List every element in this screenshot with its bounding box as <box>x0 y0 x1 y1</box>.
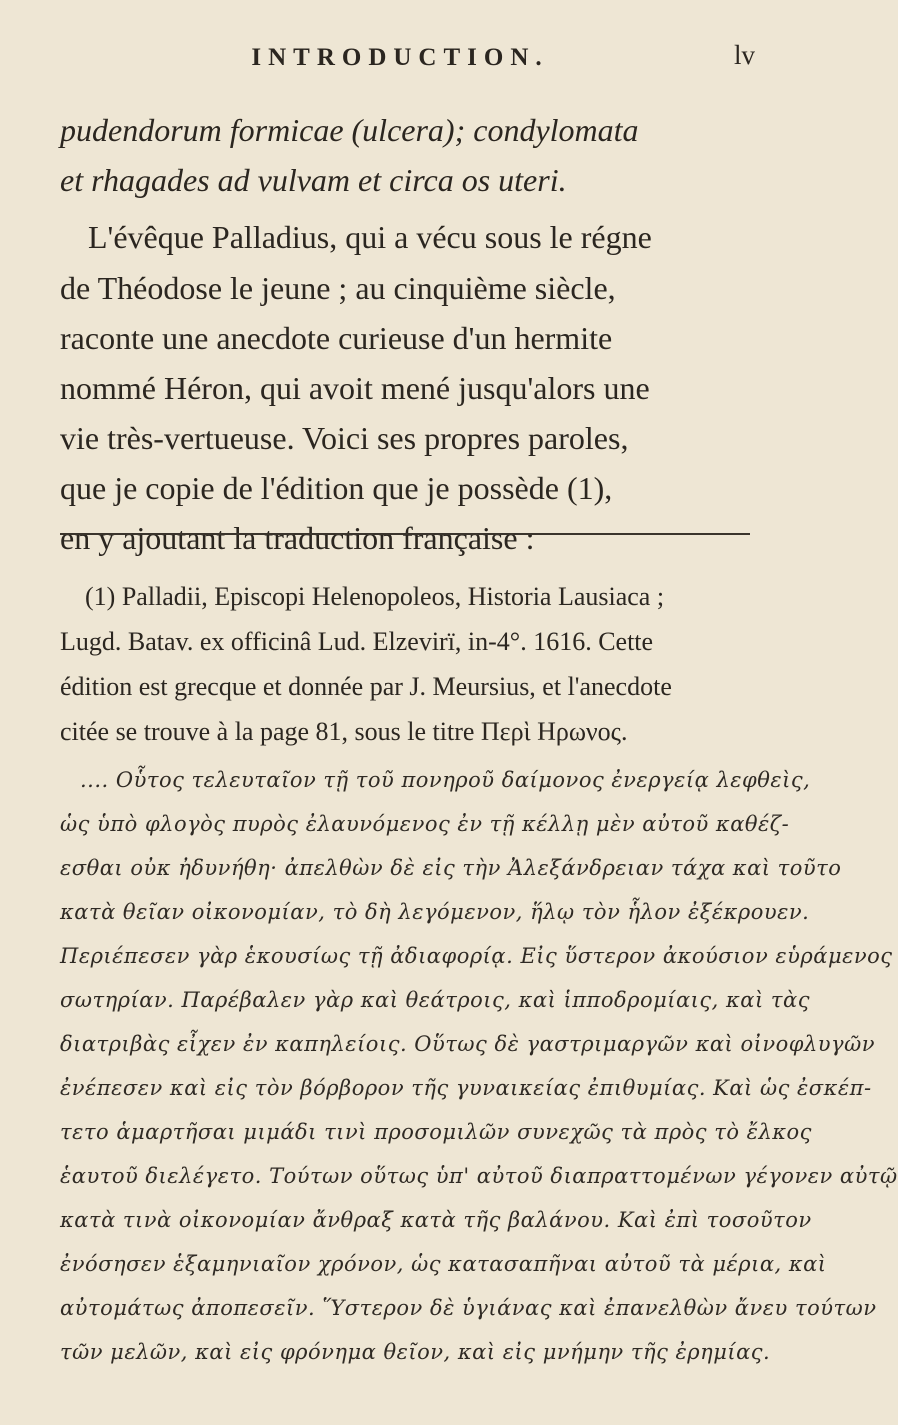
text-line: que je copie de l'édition que je possède (1), <box>60 470 613 506</box>
footnote-rule <box>60 533 750 535</box>
text-line: de Théodose le jeune ; au cinquième siècle, <box>60 270 616 306</box>
greek-line: τῶν μελῶν, καὶ εἰς φρόνημα θεῖον, καὶ εἰς μνήμην τῆς ἐρημίας. <box>60 1340 771 1364</box>
text-line: L'évêque Palladius, qui a vécu sous le régne <box>88 219 652 255</box>
text-line: en y ajoutant la traduction française : <box>60 520 535 556</box>
running-title: INTRODUCTION. <box>251 44 549 71</box>
greek-line: ἐνόσησεν ἑξαμηνιαῖον χρόνον, ὡς κατασαπῆναι αὐτοῦ τὰ μέρια, καὶ <box>60 1252 827 1276</box>
footnote-line: Lugd. Batav. ex officinâ Lud. Elzevirï, in-4°. 1616. Cette <box>60 627 654 656</box>
greek-line: αὐτομάτως ἀποπεσεῖν. Ὕστερον δὲ ὑγιάνας καὶ ἐπανελθὼν ἄνευ τούτων <box>60 1296 877 1320</box>
text-line: pudendorum formicae (ulcera); condylomata <box>60 112 639 148</box>
greek-line: σωτηρίαν. Παρέβαλεν γὰρ καὶ θεάτροις, καὶ ἱπποδρομίαις, καὶ τὰς <box>60 988 810 1012</box>
page-header <box>0 36 800 76</box>
footnote-line: édition est grecque et donnée par J. Meursius, et l'anecdote <box>60 672 672 701</box>
text-line: et rhagades ad vulvam et circa os uteri. <box>60 162 567 198</box>
greek-line: ἐνέπεσεν καὶ εἰς τὸν βόρβορον τῆς γυναικείας ἐπιθυμίας. Καὶ ὡς ἐσκέπ- <box>60 1076 872 1100</box>
page-number: lv <box>733 40 755 70</box>
greek-line: εσθαι οὐκ ἠδυνήθη· ἀπελθὼν δὲ εἰς τὴν Ἀλεξάνδρειαν τάχα καὶ τοῦτο <box>60 856 842 880</box>
greek-line: .... Οὗτος τελευταῖον τῇ τοῦ πονηροῦ δαίμονος ἐνεργείᾳ λεφθεὶς, <box>80 768 811 792</box>
greek-line: ἑαυτοῦ διελέγετο. Τούτων οὕτως ὑπ' αὐτοῦ διαπραττομένων γέγονεν αὐτῷ <box>60 1164 898 1188</box>
greek-line: διατριβὰς εἶχεν ἐν καπηλείοις. Οὕτως δὲ γαστριμαργῶν καὶ οἰνοφλυγῶν <box>60 1032 875 1056</box>
text-line: nommé Héron, qui avoit mené jusqu'alors une <box>60 370 650 406</box>
footnote-line: (1) Palladii, Episcopi Helenopoleos, Historia Lausiaca ; <box>85 582 665 611</box>
greek-line: κατὰ θεῖαν οἰκονομίαν, τὸ δὴ λεγόμενον, ἥλῳ τὸν ἧλον ἐξέκρουεν. <box>60 900 810 924</box>
text-line: vie très-vertueuse. Voici ses propres paroles, <box>60 420 629 456</box>
greek-line: Περιέπεσεν γὰρ ἑκουσίως τῇ ἀδιαφορίᾳ. Εἰς ὕστερον ἀκούσιον εὑράμενος <box>60 944 893 968</box>
greek-line: κατὰ τινὰ οἰκονομίαν ἄνθραξ κατὰ τῆς βαλάνου. Καὶ ἐπὶ τοσοῦτον <box>60 1208 812 1232</box>
text-line: raconte une anecdote curieuse d'un hermite <box>60 320 613 356</box>
footnote-line: citée se trouve à la page 81, sous le titre Περὶ Ηρωνος. <box>60 717 628 746</box>
greek-line: ὡς ὑπὸ φλογὸς πυρὸς ἐλαυνόμενος ἐν τῇ κέλλῃ μὲν αὐτοῦ καθέζ- <box>60 812 790 836</box>
greek-line: τετο ἁμαρτῆσαι μιμάδι τινὶ προσομιλῶν συνεχῶς τὰ πρὸς τὸ ἔλκος <box>60 1120 812 1144</box>
